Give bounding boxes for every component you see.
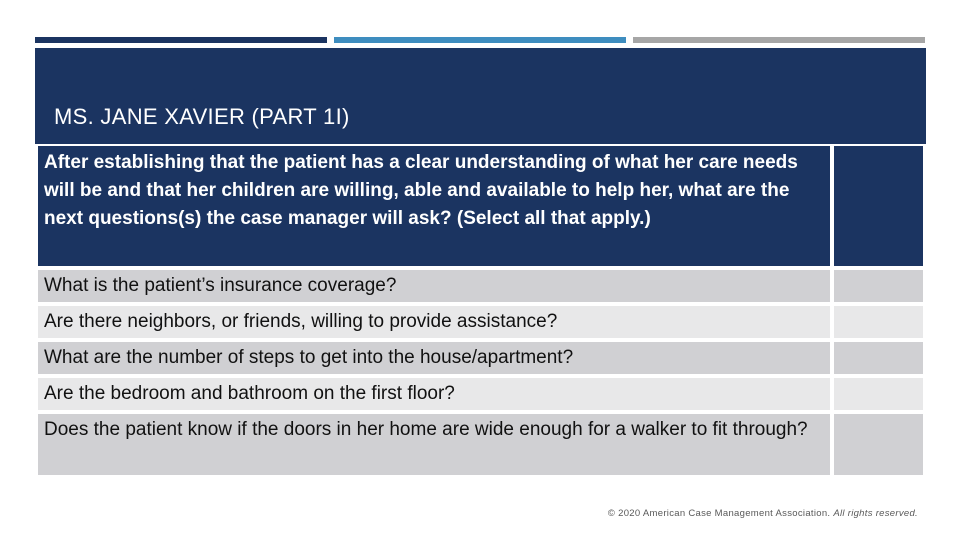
question-answer-cell bbox=[834, 146, 923, 266]
footer-copyright bbox=[608, 508, 918, 519]
option-row-1[interactable]: What is the patient’s insurance coverage? bbox=[38, 270, 830, 302]
option-check-cell-3[interactable] bbox=[834, 342, 923, 374]
accent-bar-gray bbox=[633, 37, 925, 43]
slide-title: MS. JANE XAVIER (PART 1I) bbox=[54, 104, 350, 129]
option-row-4[interactable]: Are the bedroom and bathroom on the first floor? bbox=[38, 378, 830, 410]
option-check-cell-1[interactable] bbox=[834, 270, 923, 302]
copyright-text: © 2020 American Case Management Association. bbox=[607, 508, 831, 519]
question-cell: After establishing that the patient has a clear understanding of what her care needs will be and that her children are willing, able and available to help her, what are the next questions(s) the case manager will ask? (Select all that apply.) bbox=[38, 146, 830, 266]
option-check-cell-2[interactable] bbox=[834, 306, 923, 338]
option-row-5[interactable]: Does the patient know if the doors in her home are wide enough for a walker to fit through? bbox=[38, 414, 830, 475]
accent-bar-navy bbox=[35, 37, 327, 43]
option-check-cell-5[interactable] bbox=[834, 414, 923, 475]
rights-text: All rights reserved. bbox=[833, 508, 918, 519]
option-check-cell-4[interactable] bbox=[834, 378, 923, 410]
accent-bar-blue bbox=[334, 37, 626, 43]
option-row-2[interactable]: Are there neighbors, or friends, willing to provide assistance? bbox=[38, 306, 830, 338]
option-row-3[interactable]: What are the number of steps to get into the house/apartment? bbox=[38, 342, 830, 374]
